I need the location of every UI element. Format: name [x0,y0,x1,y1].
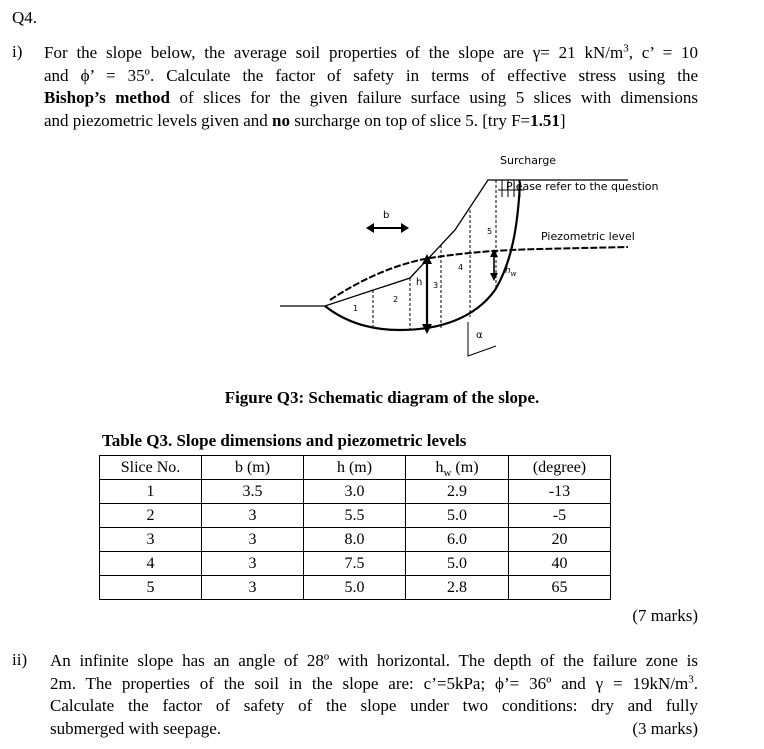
part-ii-line-1: An infinite slope has an angle of 28º with horizontal. The depth of the failure zone is [50,651,698,670]
table-caption: Table Q3. Slope dimensions and piezometric levels [102,431,467,450]
cell: 6.0 [406,528,509,552]
cell: 65 [509,576,611,600]
h-label: h [416,277,423,288]
cell: 2 [100,504,202,528]
cell: 7.5 [304,552,406,576]
cell: 3 [202,552,304,576]
figure-caption: Figure Q3: Schematic diagram of the slope. [224,388,540,407]
part-i-marks: (7 marks) [632,606,698,625]
piezometric-line [330,247,628,300]
header-slice-no: Slice No. [100,456,202,480]
part-i-line-1: For the slope below, the average soil properties of the slope are γ= 21 $kN/m^3$, c’ = 10 [44,42,698,62]
table-row [100,576,611,600]
header-hw-text: $h_w$ (m) [435,458,479,479]
refer-label: Please refer to the question [506,180,659,193]
header-hw [406,456,509,480]
cell: -5 [509,504,611,528]
part-ii-line-2: 2m. The properties of the soil in the slope are: c’=5kPa; ϕ’= 36º and $\gamma = 19kN/m^3$. [50,672,698,693]
cell: -13 [509,480,611,504]
slope-table [99,455,611,600]
slice-label-4: 4 [458,263,464,272]
hw-arrow-head-bottom [490,273,498,281]
alpha-label: α [476,330,483,341]
cell: 40 [509,552,611,576]
cell: 3 [202,576,304,600]
header-h: h (m) [304,456,406,480]
cell: 5.0 [406,552,509,576]
cell: 3.5 [202,480,304,504]
part-i-line-2: and ϕ’ = 35º. Calculate the factor of safety in terms of effective stress using the [44,65,698,85]
table-row [100,504,611,528]
header-b: b (m) [202,456,304,480]
cell: 3 [202,528,304,552]
part-ii-marks: (3 marks) [632,718,698,738]
b-arrow-head-left [366,223,374,233]
table-row [100,480,611,504]
cell: 5.5 [304,504,406,528]
table-row [100,552,611,576]
cell: 20 [509,528,611,552]
surcharge-label: Surcharge [500,154,557,167]
part-ii-line-3: Calculate the factor of safety of the slope under two conditions: dry and fully [50,696,698,715]
slice-label-1: 1 [353,304,359,313]
ground-profile [280,180,628,306]
cell: 8.0 [304,528,406,552]
question-number: Q4. [12,8,38,27]
part-i-label: i) [12,42,23,61]
header-degree: (degree) [509,456,611,480]
part-i-line-3: Bishop’s method of slices for the given failure surface using 5 slices with dimensions [44,88,699,107]
slice-label-3: 3 [433,281,439,290]
b-label: b [383,210,390,221]
part-ii-line-4: submerged with seepage. (3 marks) [50,718,698,741]
cell: 2.8 [406,576,509,600]
piezometric-label: Piezometric level [541,230,635,243]
cell: 1 [100,480,202,504]
cell: 3.0 [304,480,406,504]
cell: 3 [202,504,304,528]
part-ii-label: ii) [12,650,28,669]
hw-label: $h_w$ [505,266,517,278]
cell: 2.9 [406,480,509,504]
slice-label-2: 2 [393,295,399,304]
cell: 4 [100,552,202,576]
cell: 3 [100,528,202,552]
slice-label-5: 5 [487,227,493,236]
part-ii-text [50,650,698,740]
cell: 5 [100,576,202,600]
table-header-row [100,456,611,480]
b-arrow-head-right [401,223,409,233]
cell: 5.0 [304,576,406,600]
cell: 5.0 [406,504,509,528]
part-i-line-4: and piezometric levels given and no surcharge on top of slice 5. [try F=1.51] [44,110,566,130]
table-row [100,528,611,552]
